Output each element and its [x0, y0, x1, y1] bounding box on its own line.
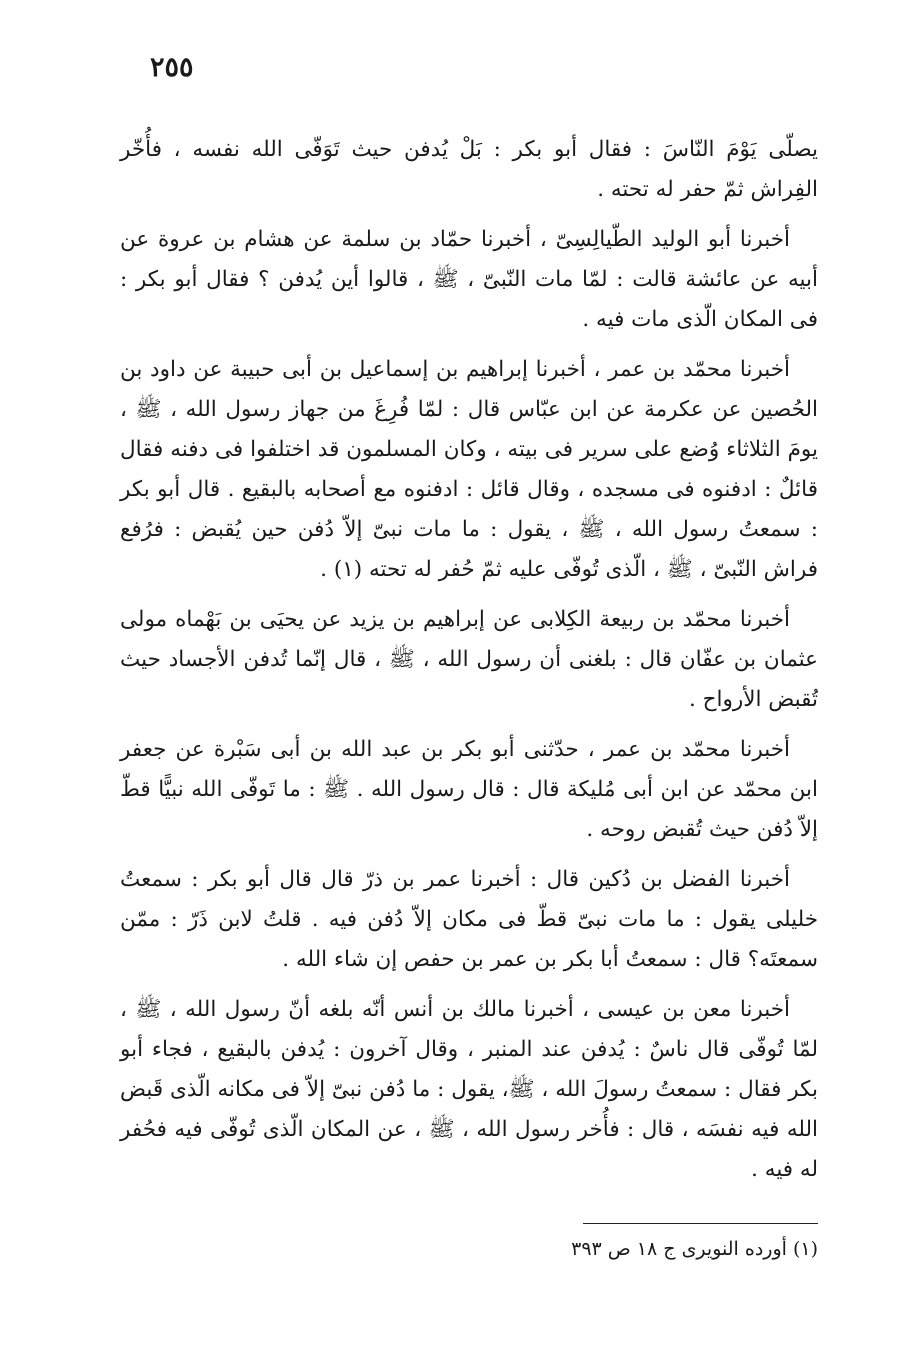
page-number: ٢٥٥	[150, 52, 194, 83]
paragraph: أخبرنا محمّد بن عمر ، حدّثنى أبو بكر بن عبد الله بن أبى سَبْرة عن جعفر ابن محمّد عن ابن أبى مُليكة قال : قال رسول الله . ﷺ : ما تَوفّى الله نبيًّا قطّ إلاّ دُفن حيث تُقبض روحه .	[120, 737, 818, 842]
main-text	[120, 130, 818, 1200]
paragraph: أخبرنا أبو الوليد الطّيالِسِىّ ، أخبرنا حمّاد بن سلمة عن هشام بن عروة عن أبيه عن عائشة قالت : لمّا مات النّبىّ ، ﷺ ، قالوا أين يُدفن ؟ فقال أبو بكر : فى المكان الّذى مات فيه .	[120, 227, 818, 332]
paragraph: يصلّى يَوْمَ النّاسَ : فقال أبو بكر : بَلْ يُدفن حيث تَوَفّى الله نفسه ، فأُخّر الفِراش ثمّ حفر له تحته .	[120, 137, 818, 202]
footnote-divider	[583, 1223, 818, 1224]
paragraph: أخبرنا محمّد بن عمر ، أخبرنا إبراهيم بن إسماعيل بن أبى حبيبة عن داود بن الحُصين عن عكرمة عن ابن عبّاس قال : لمّا فُرِغَ من جهاز رسول الله ، ﷺ ، يومَ الثلاثاء وُضع على سرير فى بيته ، وكان المسلمون قد اختلفوا فى دفنه فقال قائلٌ : ادفنوه فى مسجده ، وقال قائل : ادفنوه مع أصحابه بالبقيع . قال أبو بكر : سمعتُ رسول الله ، ﷺ ، يقول : ما مات نبىّ إلاّ دُفن حين يُقبض : فرُفع فراش النّبىّ ، ﷺ ، الّذى تُوفّى عليه ثمّ حُفر له تحته (١) .	[120, 357, 818, 582]
paragraph: أخبرنا الفضل بن دُكين قال : أخبرنا عمر بن ذرّ قال قال أبو بكر : سمعتُ خليلى يقول : ما مات نبىّ قطّ فى مكان إلاّ دُفن فيه . قلتُ لابن ذَرّ : ممّن سمعتَه؟ قال : سمعتُ أبا بكر بن عمر بن حفص إن شاء الله .	[120, 867, 818, 972]
footnote: (١) أورده النويرى ج ١٨ ص ٣٩٣	[571, 1238, 818, 1260]
paragraph: أخبرنا معن بن عيسى ، أخبرنا مالك بن أنس أنّه بلغه أنّ رسول الله ، ﷺ ، لمّا تُوفّى قال ناسٌ : يُدفن عند المنبر ، وقال آخرون : يُدفن بالبقيع ، فجاء أبو بكر فقال : سمعتُ رسولَ الله ، ﷺ، يقول : ما دُفن نبىّ إلاّ فى مكانه الّذى قَبض الله فيه نفسَه ، قال : فأُخر رسول الله ، ﷺ ، عن المكان الّذى تُوفّى فيه فحُفر له فيه .	[120, 997, 818, 1182]
paragraph: أخبرنا محمّد بن ربيعة الكِلابى عن إبراهيم بن يزيد عن يحيَى بن بَهْماه مولى عثمان بن عفّان قال : بلغنى أن رسول الله ، ﷺ ، قال إنّما تُدفن الأجساد حيث تُقبض الأرواح .	[120, 607, 818, 712]
